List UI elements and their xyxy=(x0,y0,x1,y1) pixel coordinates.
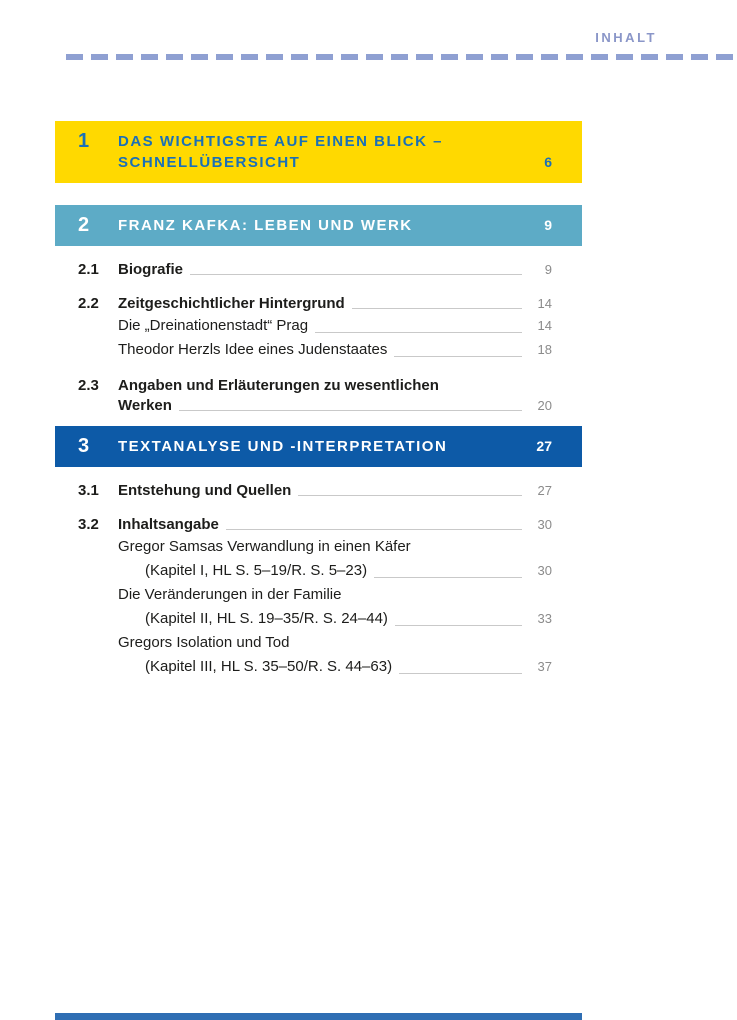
chapter-title-line: FRANZ KAFKA: LEBEN UND WERK xyxy=(118,217,413,234)
toc-entry-row xyxy=(55,294,582,314)
toc-sub-row xyxy=(55,655,582,679)
sub-entry-title: Die Veränderungen in der Familie xyxy=(118,586,342,603)
page-number: 14 xyxy=(537,296,552,311)
toc-entry-row xyxy=(55,376,582,396)
page-number: 30 xyxy=(537,517,552,532)
leader-line xyxy=(298,495,522,496)
entry-number: 2.3 xyxy=(78,377,99,394)
leader-line xyxy=(179,410,522,411)
sub-entry-title: Gregor Samsas Verwandlung in einen Käfer xyxy=(118,538,411,555)
page-number: 14 xyxy=(537,318,552,333)
entry-title: Inhaltsangabe xyxy=(118,516,219,533)
chapter-number: 3 xyxy=(78,435,90,457)
entry-number: 2.1 xyxy=(78,261,99,278)
toc-entry-row xyxy=(55,481,582,501)
sub-entry-title: Theodor Herzls Idee eines Judenstaates xyxy=(118,341,388,358)
chapter-page-number: 9 xyxy=(544,217,552,233)
chapter-title-line: DAS WICHTIGSTE AUF EINEN BLICK – xyxy=(118,133,443,150)
entry-title: Biografie xyxy=(118,261,184,278)
toc-list xyxy=(55,121,582,679)
chapter-title-line: SCHNELLÜBERSICHT xyxy=(118,154,301,171)
toc-sub-row xyxy=(55,314,582,338)
leader-line xyxy=(226,529,522,530)
entry-number: 3.2 xyxy=(78,516,99,533)
entry-title: Angaben und Erläuterungen zu wesentlichen xyxy=(118,377,439,394)
leader-line xyxy=(374,577,522,578)
page-number: 33 xyxy=(537,611,552,626)
running-head: INHALT xyxy=(595,30,657,45)
page-number: 18 xyxy=(537,342,552,357)
toc-entry-row xyxy=(55,260,582,280)
sub-entry-title: Die „Dreinationenstadt“ Prag xyxy=(118,317,309,334)
sub-entry-title: Gregors Isolation und Tod xyxy=(118,634,290,651)
toc-sub-row xyxy=(55,338,582,362)
toc-sub-row xyxy=(55,559,582,583)
leader-line xyxy=(352,308,522,309)
entry-title: Entstehung und Quellen xyxy=(118,482,292,499)
entry-number: 2.2 xyxy=(78,295,99,312)
page-number: 9 xyxy=(544,262,552,277)
leader-line xyxy=(190,274,522,275)
sub-entry-title: (Kapitel II, HL S. 19–35/R. S. 24–44) xyxy=(145,610,388,627)
leader-line xyxy=(395,625,522,626)
sub-entry-title: (Kapitel I, HL S. 5–19/R. S. 5–23) xyxy=(145,562,368,579)
entry-title: Werken xyxy=(118,397,172,414)
toc-entry-row xyxy=(55,515,582,535)
leader-line xyxy=(315,332,522,333)
chapter-title xyxy=(118,131,544,173)
chapter-page-number: 27 xyxy=(536,438,552,454)
toc-sub-row xyxy=(55,535,582,559)
toc-sub-row xyxy=(55,607,582,631)
leader-line xyxy=(394,356,522,357)
entry-number: 3.1 xyxy=(78,482,99,499)
chapter-number: 1 xyxy=(78,130,90,152)
dashed-rule xyxy=(66,54,737,60)
toc-sub-row xyxy=(55,583,582,607)
chapter-number: 2 xyxy=(78,214,90,236)
chapter-title-line: TEXTANALYSE UND -INTERPRETATION xyxy=(118,438,448,455)
chapter-page-number: 6 xyxy=(544,154,552,170)
sub-entry-title: (Kapitel III, HL S. 35–50/R. S. 44–63) xyxy=(145,658,393,675)
chapter-banner xyxy=(55,205,582,246)
page-number: 27 xyxy=(537,483,552,498)
chapter-banner xyxy=(55,426,582,467)
page-number: 37 xyxy=(537,659,552,674)
chapter-title xyxy=(118,215,544,236)
toc-entry-continuation-row xyxy=(55,396,582,416)
footer-bar xyxy=(55,1013,582,1020)
entry-title: Zeitgeschichtlicher Hintergrund xyxy=(118,295,345,312)
page-number: 30 xyxy=(537,563,552,578)
leader-line xyxy=(399,673,522,674)
chapter-title xyxy=(118,436,536,457)
chapter-banner xyxy=(55,121,582,183)
page-number: 20 xyxy=(537,398,552,413)
toc-sub-row xyxy=(55,631,582,655)
